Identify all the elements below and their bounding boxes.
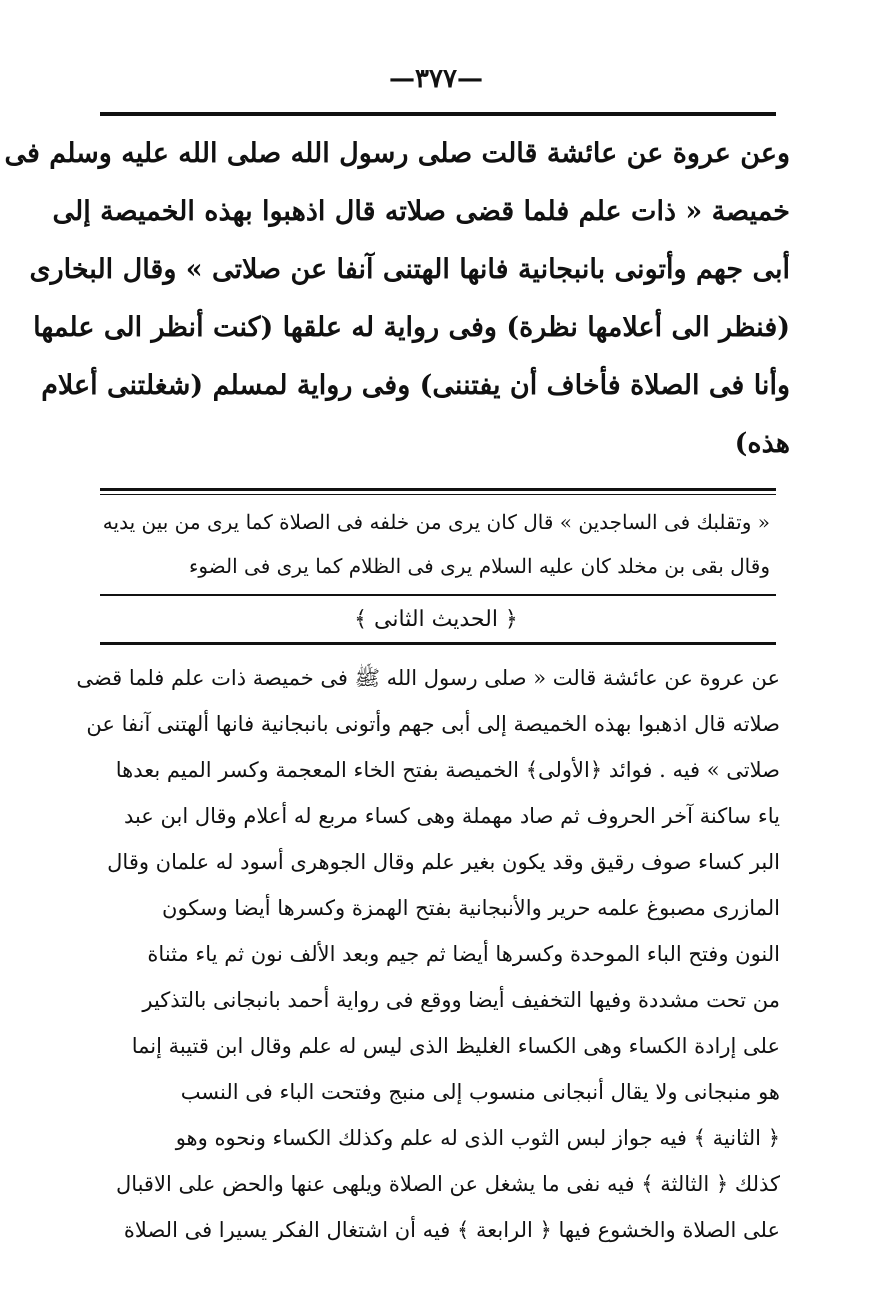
main-text-line: (فنظر الى أعلامها نظرة) وفى رواية له علقها (كنت أنظر الى علمها [33, 312, 790, 343]
main-text-line: خميصة « ذات علم فلما قضى صلاته قال اذهبوا بهذه الخميصة إلى [52, 196, 790, 227]
commentary-line: عن عروة عن عائشة قالت « صلى رسول الله ﷺ فى خميصة ذات علم فلما قضى [76, 666, 780, 690]
footnote-divider [100, 488, 776, 491]
top-divider [100, 112, 776, 116]
commentary-line: كذلك ﴿ الثالثة ﴾ فيه نفى ما يشغل عن الصلاة ويلهى عنها والحض على الاقبال [115, 1172, 780, 1196]
heading-top-divider [100, 594, 776, 596]
commentary-line: النون وفتح الباء الموحدة وكسرها أيضا ثم جيم وبعد الألف نون ثم ياء مثناة [147, 942, 780, 966]
commentary-line: المازرى مصبوغ علمه حرير والأنبجانية بفتح الهمزة وكسرها أيضا وسكون [162, 896, 780, 920]
main-text-line: وعن عروة عن عائشة قالت صلى رسول الله صلى الله عليه وسلم فى [4, 138, 790, 169]
commentary-line: ﴿ الثانية ﴾ فيه جواز لبس الثوب الذى له علم وكذلك الكساء ونحوه وهو [175, 1126, 780, 1150]
main-text-line: هذه) [734, 428, 790, 459]
commentary-line: البر كساء صوف رقيق وقد يكون بغير علم وقال الجوهرى أسود له علمان وقال [107, 850, 780, 874]
page-number: —٣٧٧— [389, 64, 483, 94]
commentary-line: على إرادة الكساء وهى الكساء الغليظ الذى ليس له علم وقال ابن قتيبة إنما [131, 1034, 780, 1058]
footnote-line: « وتقلبك فى الساجدين » قال كان يرى من خلفه فى الصلاة كما يرى من بين يديه [102, 510, 770, 534]
main-text-line: وأنا فى الصلاة فأخاف أن يفتننى) وفى رواية لمسلم (شغلتنى أعلام [41, 370, 790, 401]
footnote [102, 500, 770, 588]
commentary-line: على الصلاة والخشوع فيها ﴿ الرابعة ﴾ فيه أن اشتغال الفكر يسيرا فى الصلاة [123, 1218, 780, 1242]
footnote-divider-thin [100, 494, 776, 495]
main-text-line: أبى جهم وأتونى بانبجانية فانها الهتنى آنفا عن صلاتى » وقال البخارى [29, 254, 790, 285]
footnote-line: وقال بقى بن مخلد كان عليه السلام يرى فى الظلام كما يرى فى الضوء [188, 554, 770, 578]
heading-bottom-divider [100, 642, 776, 645]
commentary-text [76, 655, 780, 1253]
commentary-line: صلاته قال اذهبوا بهذه الخميصة إلى أبى جهم وأتونى بانبجانية فانها ألهتنى آنفا عن [86, 712, 780, 736]
commentary-line: من تحت مشددة وفيها التخفيف أيضا ووقع فى رواية أحمد بانبجانى بالتذكير [142, 988, 780, 1012]
commentary-line: ياء ساكنة آخر الحروف ثم صاد مهملة وهى كساء مربع له أعلام وقال ابن عبد [123, 804, 780, 828]
section-heading: ﴿ الحديث الثانى ﴾ [354, 607, 518, 632]
main-text [4, 125, 790, 473]
commentary-line: هو منبجانى ولا يقال أنبجانى منسوب إلى منبج وفتحت الباء فى النسب [180, 1080, 780, 1104]
commentary-line: صلاتى » فيه . فوائد ﴿الأولى﴾ الخميصة بفتح الخاء المعجمة وكسر الميم بعدها [115, 758, 780, 782]
